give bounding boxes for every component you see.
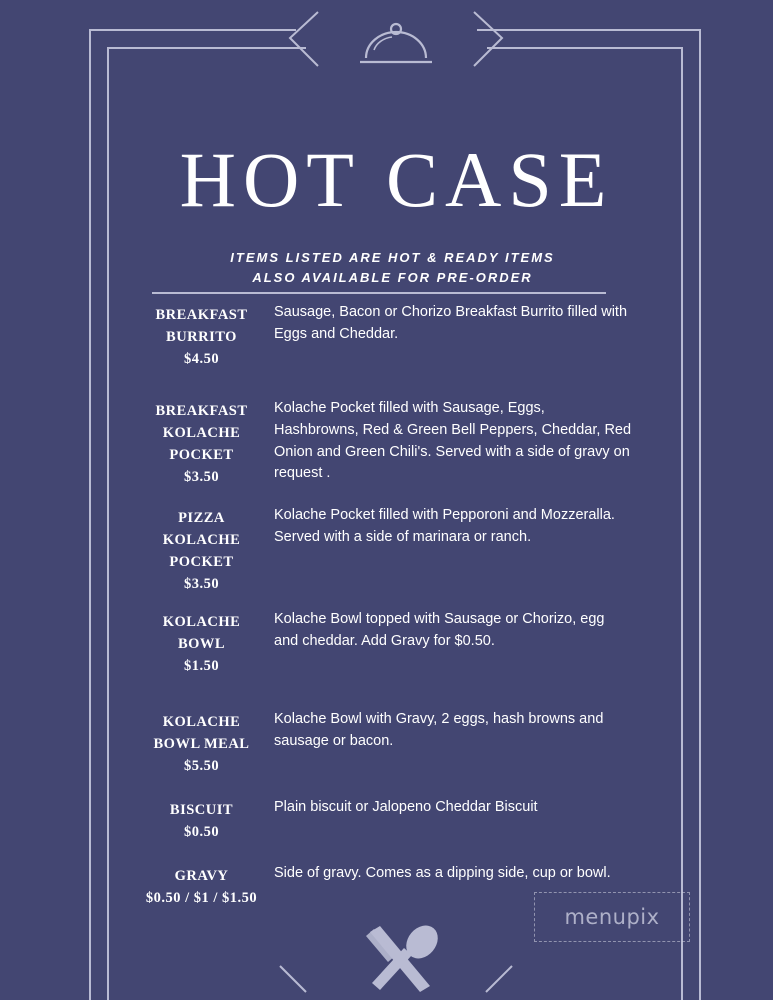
item-name-line: POCKET xyxy=(169,554,234,570)
item-name-line: BREAKFAST xyxy=(155,307,248,323)
item-price: $3.50 xyxy=(183,576,220,592)
item-description: Kolache Bowl with Gravy, 2 eggs, hash browns and sausage or bacon. xyxy=(274,711,604,749)
item-name-line: BOWL MEAL xyxy=(153,736,250,752)
item-name-line: PIZZA xyxy=(178,510,225,526)
top-right-chevron xyxy=(474,12,502,66)
item-name-block xyxy=(140,799,263,843)
subtitle-line-2: ALSO AVAILABLE FOR PRE-ORDER xyxy=(252,270,533,285)
item-description: Kolache Pocket filled with Pepporoni and Mozzeralla. Served with a side of marinara or ranch. xyxy=(274,507,615,545)
item-description: Sausage, Bacon or Chorizo Breakfast Burrito filled with Eggs and Cheddar. xyxy=(274,304,628,342)
item-description: Kolache Bowl topped with Sausage or Chorizo, egg and cheddar. Add Gravy for $0.50. xyxy=(274,611,605,649)
item-price: $0.50 / $1 / $1.50 xyxy=(145,890,258,906)
item-name-line: GRAVY xyxy=(174,868,229,884)
subtitle xyxy=(0,248,773,288)
item-price: $3.50 xyxy=(183,469,220,485)
item-description: Plain biscuit or Jalopeno Cheddar Biscuit xyxy=(274,799,538,815)
item-name-block xyxy=(140,507,263,595)
bottom-left-chevron xyxy=(280,966,306,992)
item-name-line: KOLACHE xyxy=(162,614,241,630)
item-name-block xyxy=(140,304,263,370)
item-description: Kolache Pocket filled with Sausage, Eggs, Hashbrowns, Red & Green Bell Peppers, Cheddar, Red Onion and Green Chili's. Served with a side of gravy on request . xyxy=(274,400,632,482)
item-name-block xyxy=(140,865,263,909)
item-name-line: BISCUIT xyxy=(169,802,234,818)
item-description: Side of gravy. Comes as a dipping side, cup or bowl. xyxy=(274,865,611,881)
item-name-block xyxy=(140,611,263,677)
subtitle-line-1: ITEMS LISTED ARE HOT & READY ITEMS xyxy=(230,250,555,265)
item-price: $1.50 xyxy=(183,658,220,674)
item-name-block xyxy=(140,711,263,777)
item-name-block xyxy=(140,400,263,488)
item-name-line: BOWL xyxy=(177,636,226,652)
item-price: $5.50 xyxy=(183,758,220,774)
fork-spoon-icon xyxy=(366,919,444,992)
header-divider xyxy=(152,292,606,294)
item-name-line: BURRITO xyxy=(166,329,237,345)
item-price: $4.50 xyxy=(183,351,220,367)
top-left-chevron xyxy=(290,12,318,66)
menupix-watermark: menupix xyxy=(534,892,690,942)
bottom-right-chevron xyxy=(486,966,512,992)
item-name-line: KOLACHE xyxy=(162,425,241,441)
item-name-line: BREAKFAST xyxy=(155,403,248,419)
item-name-line: POCKET xyxy=(169,447,234,463)
item-name-line: KOLACHE xyxy=(162,714,241,730)
page-title: HOT CASE xyxy=(179,136,614,223)
item-price: $0.50 xyxy=(183,824,220,840)
cloche-icon xyxy=(360,24,432,62)
item-name-line: KOLACHE xyxy=(162,532,241,548)
